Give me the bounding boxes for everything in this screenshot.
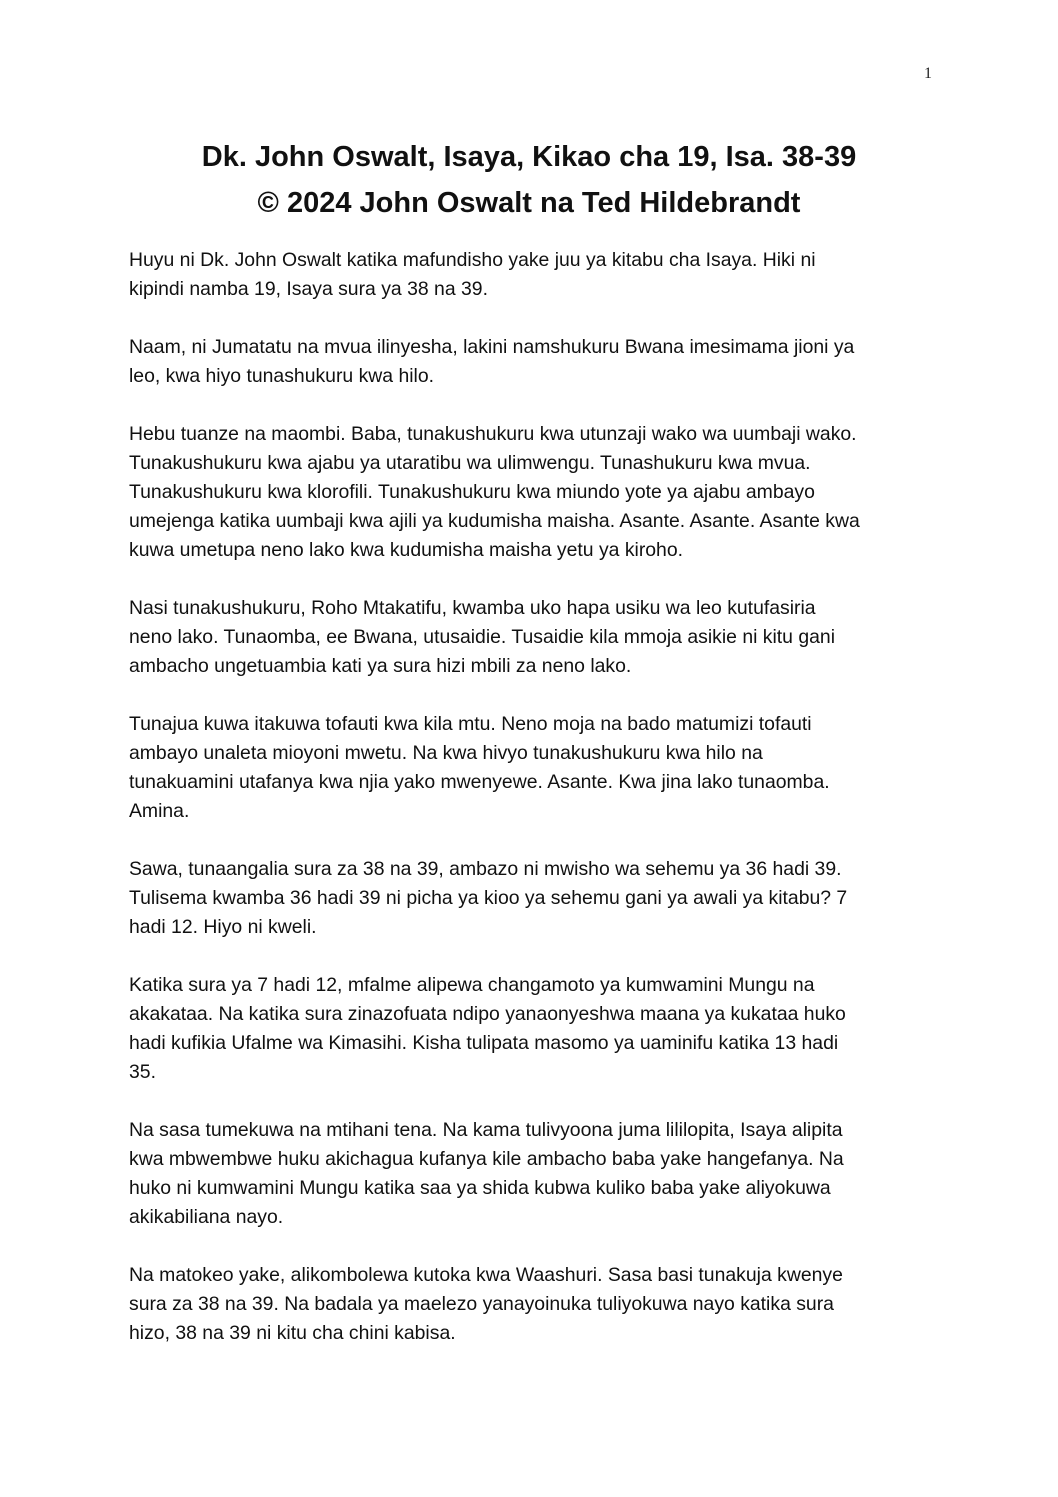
- paragraph-7: [129, 971, 929, 1087]
- text-line: hadi 12. Hiyo ni kweli.: [129, 916, 317, 938]
- text-line: sura za 38 na 39. Na badala ya maelezo yanayoinuka tuliyokuwa nayo katika sura: [129, 1293, 834, 1315]
- paragraph-6: [129, 855, 929, 942]
- text-line: kwa mbwembwe huku akichagua kufanya kile ambacho baba yake hangefanya. Na: [129, 1148, 844, 1170]
- text-line: neno lako. Tunaomba, ee Bwana, utusaidie. Tusaidie kila mmoja asikie ni kitu gani: [129, 626, 836, 648]
- text-line: Na sasa tumekuwa na mtihani tena. Na kama tulivyoona juma lililopita, Isaya alipita: [129, 1119, 843, 1141]
- text-line: Nasi tunakushukuru, Roho Mtakatifu, kwamba uko hapa usiku wa leo kutufasiria: [129, 597, 816, 619]
- text-line: hadi kufikia Ufalme wa Kimasihi. Kisha tulipata masomo ya uaminifu katika 13 hadi: [129, 1032, 839, 1054]
- text-line: kipindi namba 19, Isaya sura ya 38 na 39.: [129, 278, 488, 300]
- text-line: kuwa umetupa neno lako kwa kudumisha maisha yetu ya kiroho.: [129, 539, 684, 561]
- paragraph-3: [129, 420, 929, 565]
- text-line: ambacho ungetuambia kati ya sura hizi mbili za neno lako.: [129, 655, 632, 677]
- title-line-1: Dk. John Oswalt, Isaya, Kikao cha 19, Isa. 38-39: [201, 141, 857, 173]
- text-line: Tulisema kwamba 36 hadi 39 ni picha ya kioo ya sehemu gani ya awali ya kitabu? 7: [129, 887, 848, 909]
- text-line: Huyu ni Dk. John Oswalt katika mafundisho yake juu ya kitabu cha Isaya. Hiki ni: [129, 249, 816, 271]
- paragraph-5: [129, 710, 929, 826]
- paragraph-9: [129, 1261, 929, 1348]
- text-line: huko ni kumwamini Mungu katika saa ya shida kubwa kuliko baba yake aliyokuwa: [129, 1177, 831, 1199]
- text-line: hizo, 38 na 39 ni kitu cha chini kabisa.: [129, 1322, 456, 1344]
- text-line: Katika sura ya 7 hadi 12, mfalme alipewa changamoto ya kumwamini Mungu na: [129, 974, 815, 996]
- text-line: ambayo unaleta mioyoni mwetu. Na kwa hivyo tunakushukuru kwa hilo na: [129, 742, 763, 764]
- document-title: [0, 134, 1058, 226]
- text-line: Tunakushukuru kwa ajabu ya utaratibu wa ulimwengu. Tunashukuru kwa mvua.: [129, 452, 811, 474]
- page-number: 1: [924, 65, 932, 82]
- text-line: Tunajua kuwa itakuwa tofauti kwa kila mtu. Neno moja na bado matumizi tofauti: [129, 713, 812, 735]
- paragraph-1: [129, 246, 929, 304]
- text-line: Tunakushukuru kwa klorofili. Tunakushukuru kwa miundo yote ya ajabu ambayo: [129, 481, 815, 503]
- paragraph-8: [129, 1116, 929, 1232]
- text-line: Sawa, tunaangalia sura za 38 na 39, ambazo ni mwisho wa sehemu ya 36 hadi 39.: [129, 858, 842, 880]
- text-line: leo, kwa hiyo tunashukuru kwa hilo.: [129, 365, 435, 387]
- text-line: akakataa. Na katika sura zinazofuata ndipo yanaonyeshwa maana ya kukataa huko: [129, 1003, 846, 1025]
- text-line: umejenga katika uumbaji kwa ajili ya kudumisha maisha. Asante. Asante. Asante kwa: [129, 510, 860, 532]
- text-line: 35.: [129, 1061, 156, 1083]
- title-line-2: © 2024 John Oswalt na Ted Hildebrandt: [257, 187, 801, 219]
- text-line: Amina.: [129, 800, 190, 822]
- text-line: Naam, ni Jumatatu na mvua ilinyesha, lakini namshukuru Bwana imesimama jioni ya: [129, 336, 855, 358]
- text-line: Na matokeo yake, alikombolewa kutoka kwa Waashuri. Sasa basi tunakuja kwenye: [129, 1264, 843, 1286]
- text-line: Hebu tuanze na maombi. Baba, tunakushukuru kwa utunzaji wako wa uumbaji wako.: [129, 423, 857, 445]
- document-body: [129, 246, 929, 1377]
- paragraph-2: [129, 333, 929, 391]
- text-line: akikabiliana nayo.: [129, 1206, 284, 1228]
- paragraph-4: [129, 594, 929, 681]
- text-line: tunakuamini utafanya kwa njia yako mwenyewe. Asante. Kwa jina lako tunaomba.: [129, 771, 830, 793]
